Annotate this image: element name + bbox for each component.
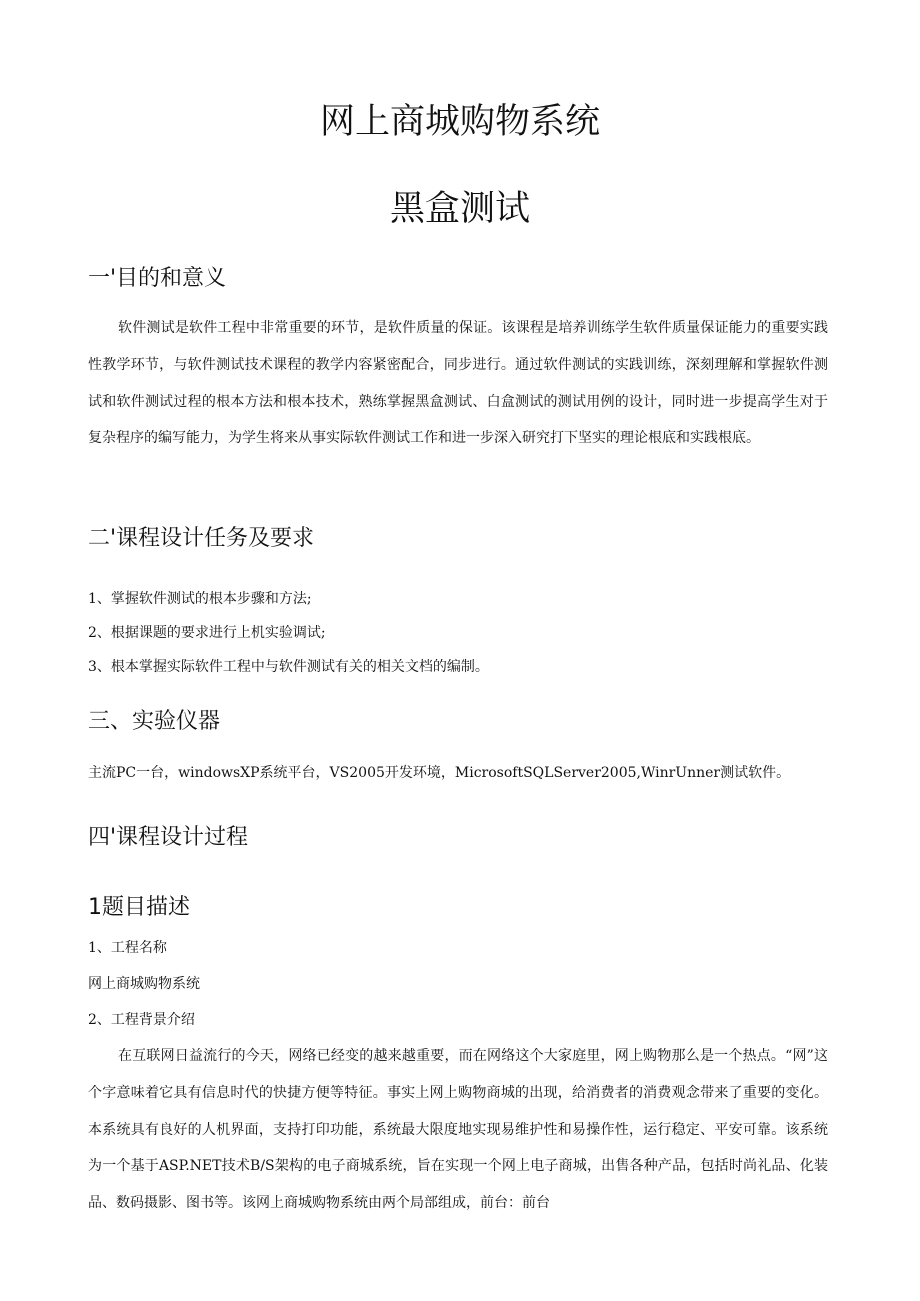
task-item: 3、根本掌握实际软件工程中与软件测试有关的相关文档的编制。 [88,659,489,675]
task-item: 1、掌握软件测试的根本步骤和方法; [88,591,312,607]
purpose-paragraph: 软件测试是软件工程中非常重要的环节，是软件质量的保证。该课程是培养训练学生软件质量保证能力的重要实践性教学环节，与软件测试技术课程的教学内容紧密配合，同步进行。通过软件测试的实践训练，深刻理解和掌握软件测试和软件测试过程的根本方法和根本技术，熟练掌握黑盒测试、白盒测试的测试用例的设计，同时进一步提高学生对于复杂程序的编写能力，为学生将来从事实际软件测试工作和进一步深入研究打下坚实的理论根底和实践根底。 [88,320,828,447]
background-paragraph: 在互联网日益流行的今天，网络已经变的越来越重要，而在网络这个大家庭里，网上购物那么是一个热点。“网”这个字意味着它具有信息时代的快捷方便等特征。事实上网上购物商城的出现，给消费者的消费观念带来了重要的变化。本系统具有良好的人机界面，支持打印功能，系统最大限度地实现易维护性和易操作性，运行稳定、平安可靠。该系统为一个基于ASP.NET技术B/S架构的电子商城系统，旨在实现一个网上电子商城，出售各种产品，包括时尚礼品、化装品、数码摄影、图书等。该网上商城购物系统由两个局部组成，前台：前台 [88,1048,828,1212]
project-name-label: 1、工程名称 [88,940,167,956]
task-item: 2、根据课题的要求进行上机实验调试; [88,625,326,641]
document-title: 网上商城购物系统 [319,102,600,142]
background-label: 2、工程背景介绍 [88,1012,195,1028]
instruments-text: 主流PC一台，windowsXP系统平台，VS2005开发环境，MicrosoftSQLServer2005,WinrUnner测试软件。 [88,765,791,781]
document-subtitle: 黑盒测试 [389,189,530,229]
section-heading-process: 四'课程设计过程 [88,825,249,850]
section-heading-purpose: 一'目的和意义 [88,266,227,291]
project-name-value: 网上商城购物系统 [88,976,200,992]
section-heading-tasks: 二'课程设计任务及要求 [88,526,315,551]
section-heading-instruments: 三、实验仪器 [88,709,221,734]
subheading-problem-description: 1题目描述 [88,895,190,920]
